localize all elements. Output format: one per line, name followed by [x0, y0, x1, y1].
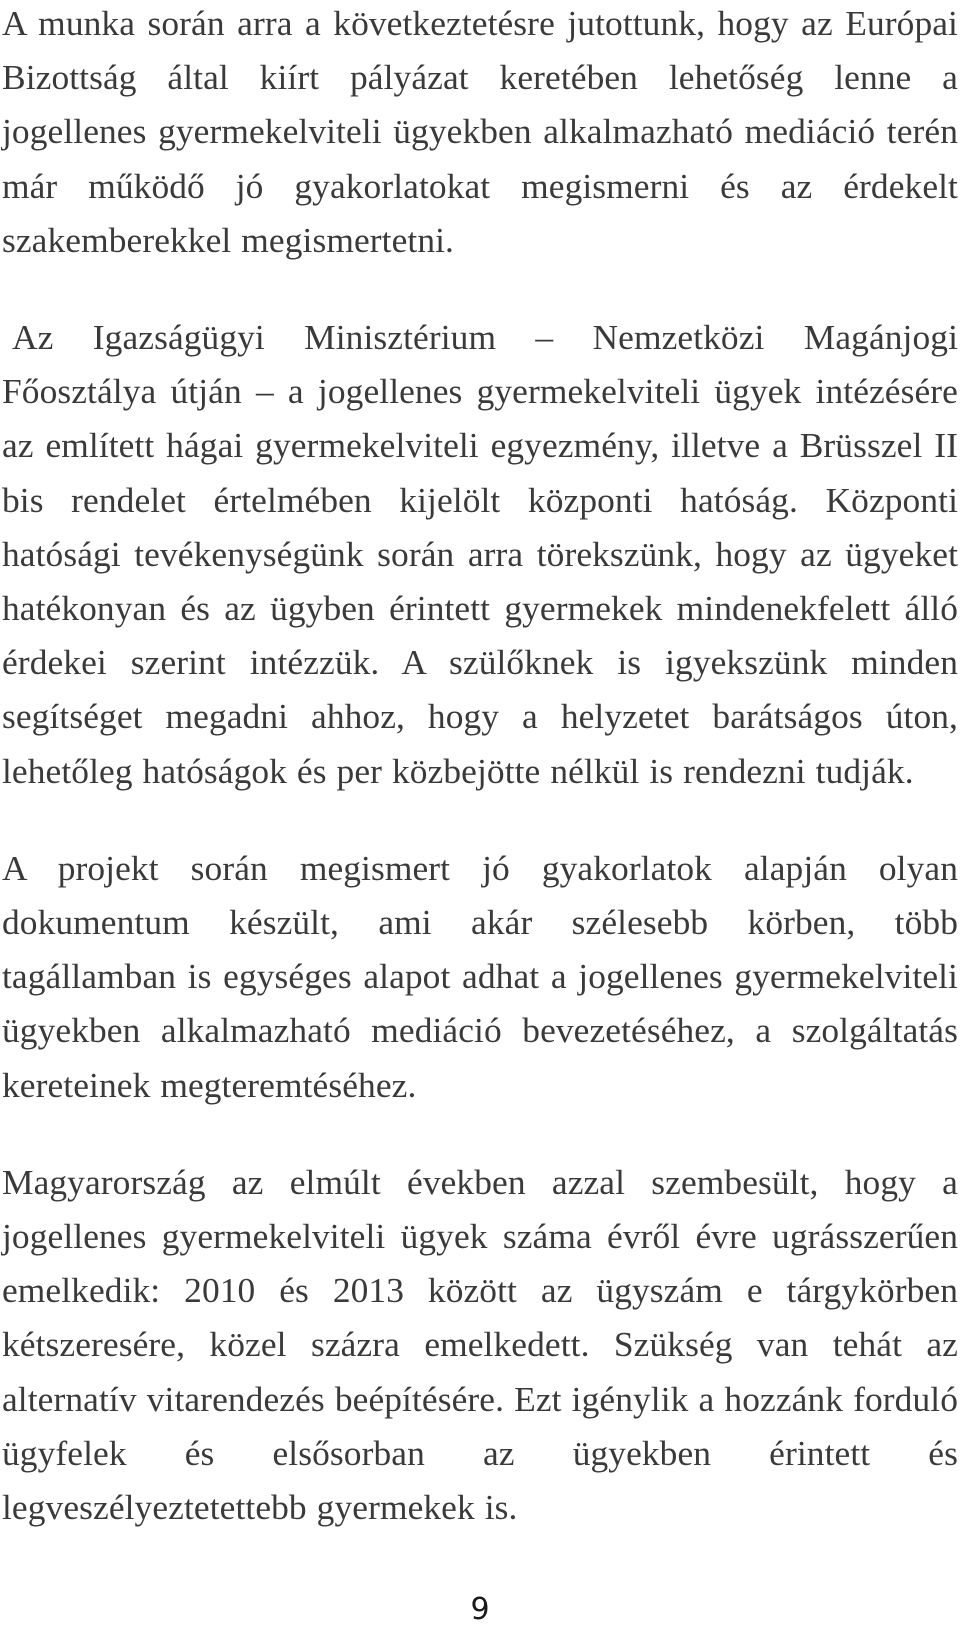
paragraph-2: Az Igazságügyi Minisztérium – Nemzetközi Magánjogi Főosztálya útján – a jogellenes gyermekelviteli ügyek intézésére az említett hágai gyermekelviteli egyezmény, illetve a Brüsszel II bis rendelet értelmében kijelölt központi hatóság. Központi hatósági tevékenységünk során arra törekszünk, hogy az ügyeket hatékonyan és az ügyben érintett gyermekek mindenekfelett álló érdekei szerint intézzük. A szülőknek is igyekszünk minden segítséget megadni ahhoz, hogy a helyzetet barátságos úton, lehetőleg hatóságok és per közbejötte nélkül is rendezni tudják. [2, 317, 958, 791]
page-number: 9 [470, 1592, 490, 1627]
paragraph-1: A munka során arra a következtetésre jutottunk, hogy az Európai Bizottság által kiírt pályázat keretében lehetőség lenne a jogellenes gyermekelviteli ügyekben alkalmazható mediáció terén már működő jó gyakorlatokat megismerni és az érdekelt szakemberekkel megismertetni. [2, 3, 958, 260]
document-body [2, 0, 958, 1534]
paragraph-3: A projekt során megismert jó gyakorlatok alapján olyan dokumentum készült, ami akár szélesebb körben, több tagállamban is egységes alapot adhat a jogellenes gyermekelviteli ügyekben alkalmazható mediáció bevezetéséhez, a szolgáltatás kereteinek megteremtéséhez. [2, 847, 958, 1105]
paragraph-4: Magyarország az elmúlt években azzal szembesült, hogy a jogellenes gyermekelviteli ügyek száma évről évre ugrásszerűen emelkedik: 2010 és 2013 között az ügyszám e tárgykörben kétszeresére, közel százra emelkedett. Szükség van tehát az alternatív vitarendezés beépítésére. Ezt igénylik a hozzánk forduló ügyfelek és elsősorban az ügyekben érintett és legveszélyeztetettebb gyermekek is. [2, 1161, 958, 1528]
